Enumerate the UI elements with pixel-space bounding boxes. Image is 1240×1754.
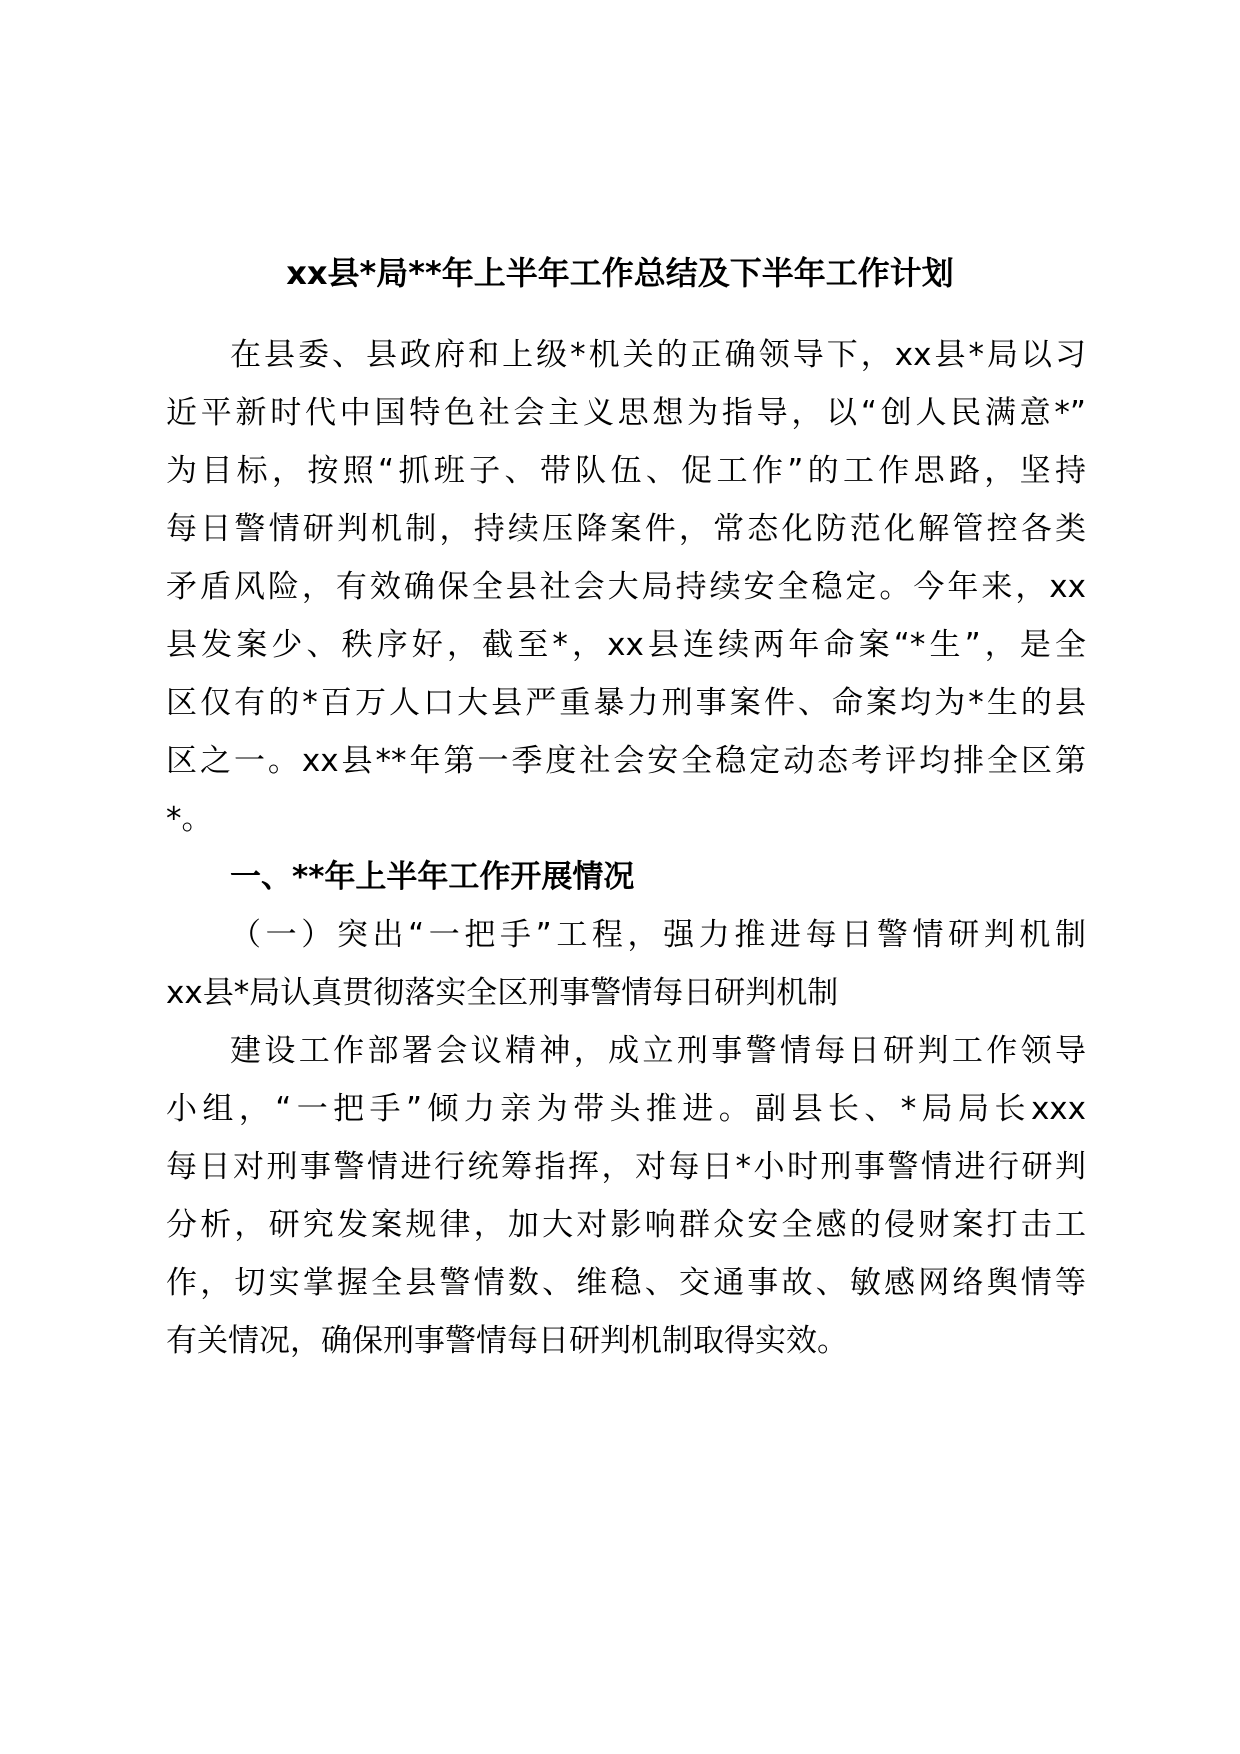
intro-line-5: 矛盾风险，有效确保全县社会大局持续安全稳定。今年来，xx (166, 569, 1086, 605)
subsection-heading-1: （一）突出“一把手”工程，强力推进每日警情研判机制 (230, 917, 1086, 953)
paragraph2-line-2: 小组，“一把手”倾力亲为带头推进。副县长、*局局长xxx (166, 1091, 1086, 1127)
intro-line-6: 县发案少、秩序好，截至*，xx县连续两年命案“*生”，是全 (166, 627, 1086, 663)
intro-line-7: 区仅有的*百万人口大县严重暴力刑事案件、命案均为*生的县 (166, 685, 1086, 721)
section-heading-1: 一、**年上半年工作开展情况 (230, 859, 635, 895)
subsection-line-2: xx县*局认真贯彻落实全区刑事警情每日研判机制 (166, 975, 839, 1011)
intro-line-4: 每日警情研判机制，持续压降案件，常态化防范化解管控各类 (166, 511, 1086, 547)
intro-line-1: 在县委、县政府和上级*机关的正确领导下，xx县*局以习 (230, 337, 1086, 373)
paragraph2-line-6: 有关情况，确保刑事警情每日研判机制取得实效。 (166, 1323, 848, 1359)
paragraph2-line-1: 建设工作部署会议精神，成立刑事警情每日研判工作领导 (230, 1033, 1086, 1069)
intro-line-8: 区之一。xx县**年第一季度社会安全稳定动态考评均排全区第 (166, 743, 1086, 779)
intro-line-2: 近平新时代中国特色社会主义思想为指导，以“创人民满意*” (166, 395, 1086, 431)
intro-line-9: *。 (166, 801, 213, 837)
intro-line-3: 为目标，按照“抓班子、带队伍、促工作”的工作思路，坚持 (166, 453, 1086, 489)
paragraph2-line-3: 每日对刑事警情进行统筹指挥，对每日*小时刑事警情进行研判 (166, 1149, 1086, 1185)
paragraph2-line-4: 分析，研究发案规律，加大对影响群众安全感的侵财案打击工 (166, 1207, 1086, 1243)
document-title: xx县*局**年上半年工作总结及下半年工作计划 (286, 254, 954, 292)
paragraph2-line-5: 作，切实掌握全县警情数、维稳、交通事故、敏感网络舆情等 (166, 1265, 1086, 1301)
